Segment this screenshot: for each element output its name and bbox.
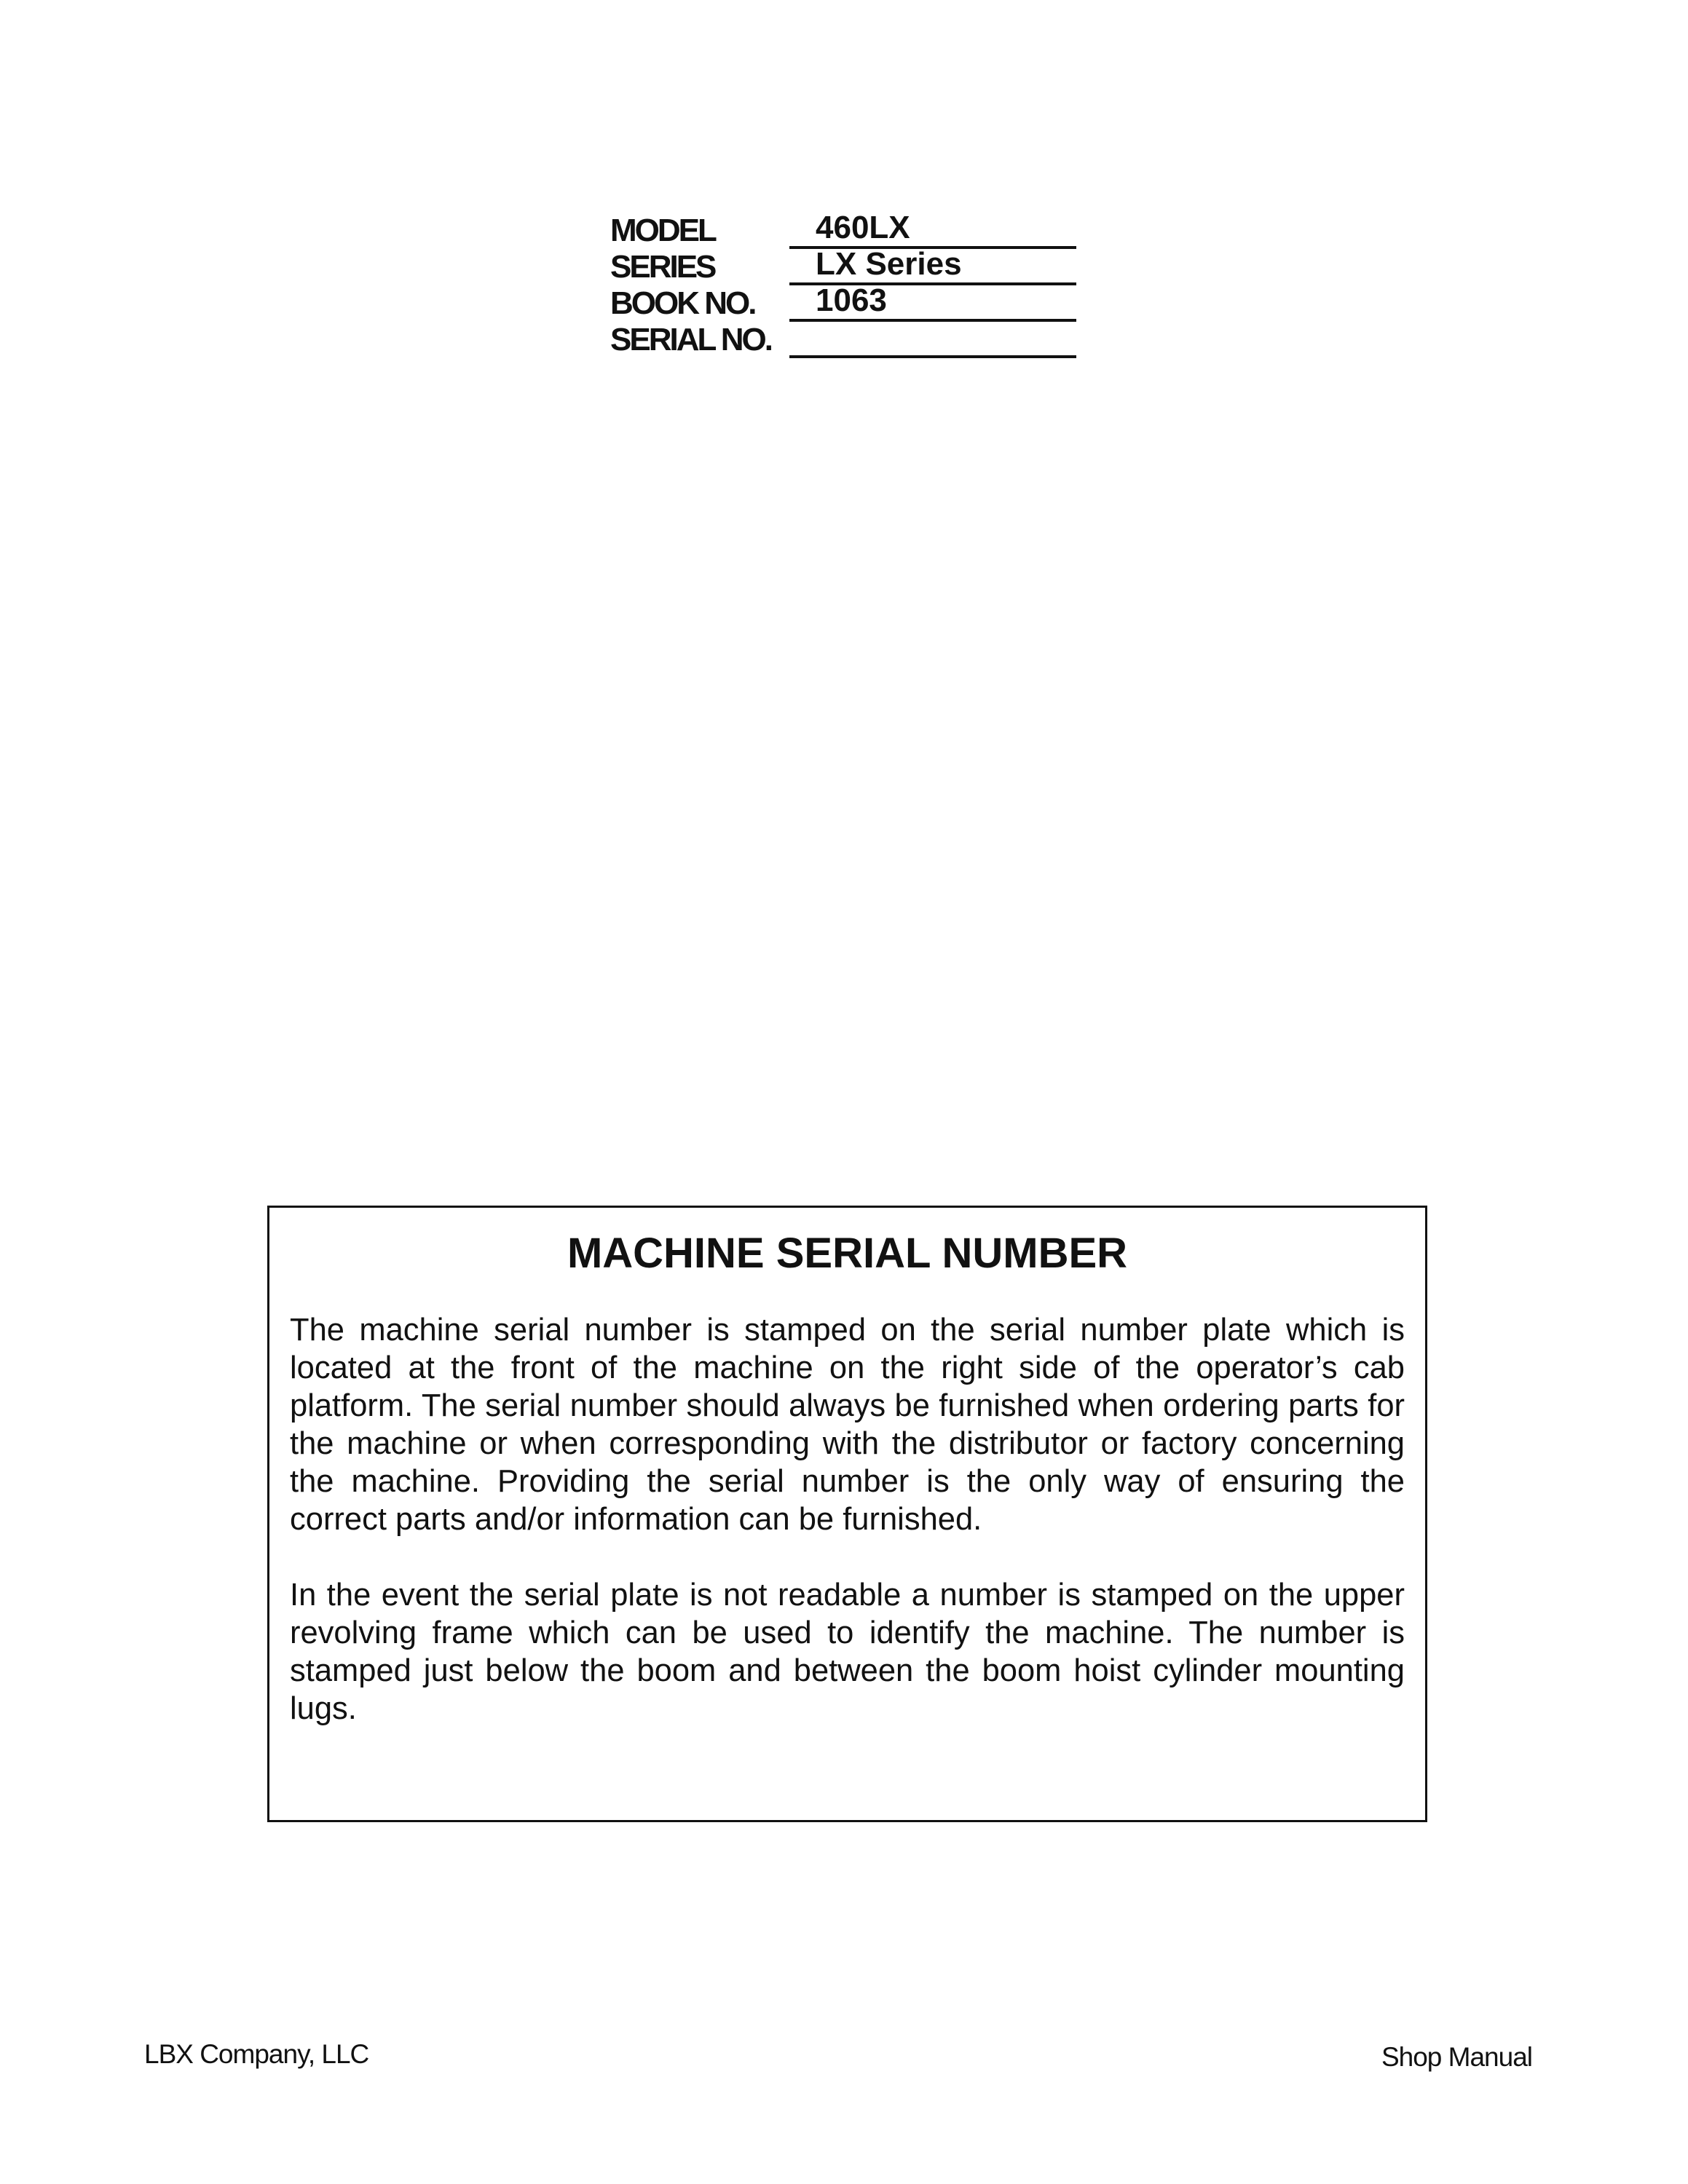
footer-manual-type: Shop Manual [1381, 2042, 1532, 2072]
series-line [789, 246, 1076, 285]
model-row [610, 210, 1076, 249]
series-value: LX Series [816, 246, 962, 282]
series-row [610, 246, 1076, 285]
book-number-row [610, 282, 1076, 322]
notice-paragraph: In the event the serial plate is not readable a number is stamped on the upper revolving frame which can be used to identify the machine. The number is stamped just below the boom and between the boom hoist cylinder mounting lugs. [290, 1578, 1405, 1726]
document-info-block [610, 210, 1076, 358]
serial-number-row [610, 322, 1076, 358]
model-line [789, 210, 1076, 249]
book-number-line [789, 282, 1076, 322]
series-label: SERIES [610, 249, 715, 285]
serial-number-line [789, 323, 1076, 358]
footer-company: LBX Company, LLC [144, 2039, 369, 2069]
book-number-label: BOOK NO. [610, 285, 755, 321]
model-label: MODEL [610, 213, 715, 248]
notice-paragraph: The machine serial number is stamped on the serial number plate which is located at the front of the machine on the right side of the operator’s cab platform. The serial number should always be furnished when ordering parts for the machine or when corresponding with the distributor or factory concerning the machine. Providing the serial number is the only way of ensuring the correct parts and/or information can be furnished. [290, 1313, 1405, 1537]
book-number-value: 1063 [816, 282, 887, 318]
model-value: 460LX [816, 210, 910, 245]
serial-number-notice-box [267, 1206, 1427, 1822]
serial-number-label: SERIAL NO. [610, 322, 772, 357]
notice-title: MACHINE SERIAL NUMBER [567, 1230, 1128, 1277]
